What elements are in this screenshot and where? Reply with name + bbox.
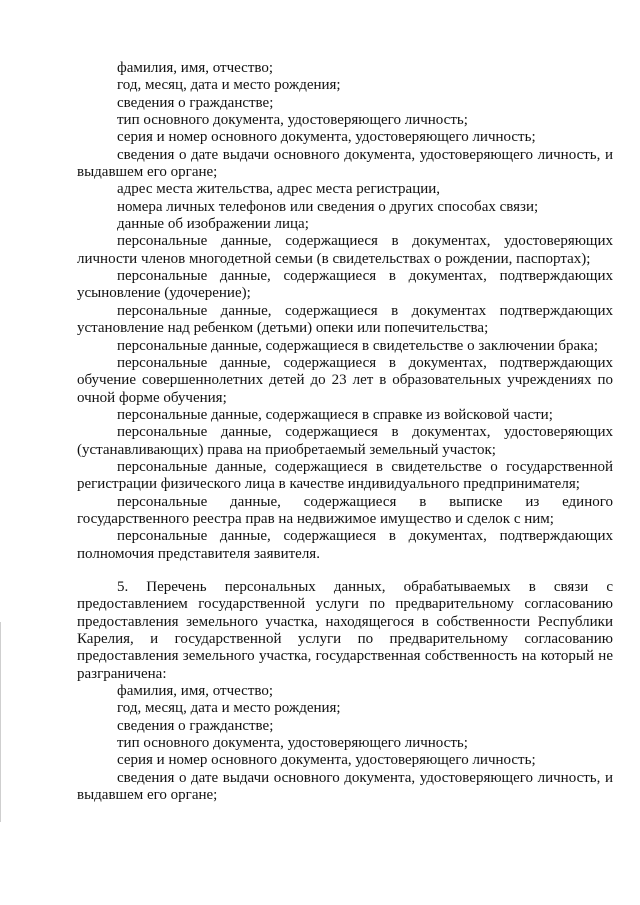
list-item: фамилия, имя, отчество; [117,60,274,76]
document-body [77,60,613,804]
list-item: персональные данные, содержащиеся в документах, подтверждающих усыновление (удочерение); [77,268,613,302]
list-item: сведения о дате выдачи основного документа, удостоверяющего личность, и выдавшем его органе; [77,146,613,181]
list-item: серия и номер основного документа, удостоверяющего личность; [117,129,536,146]
section-5-heading: 5. Перечень персональных данных, обрабатываемых в связи с предоставлением государственной услуги по предварительному согласованию предоставления земельного участка, находящегося в собственности Республики Карелия, и государственной услуги по предварительному согласованию предоставления земельного участка, государственная собственность на который не разграничена: [77,578,613,682]
list-item: данные об изображении лица; [117,216,309,233]
list-item: сведения о дате выдачи основного документа, удостоверяющего личность, и выдавшем его органе; [77,769,613,804]
list-item: год, месяц, дата и место рождения; [117,77,341,94]
list-item: номера личных телефонов или сведения о других способах связи; [117,198,539,215]
list-item: персональные данные, содержащиеся в документах, удостоверяющих личности членов многодетной семьи (в свидетельствах о рождении, паспортах); [77,233,613,267]
list-item: год, месяц, дата и место рождения; [117,700,341,717]
list-item: персональные данные, содержащиеся в документах, подтверждающих полномочия представителя заявителя. [77,528,613,562]
list-item: фамилия, имя, отчество; [117,683,274,700]
list-item: персональные данные, содержащиеся в справке из войсковой части; [117,406,553,423]
list-item: персональные данные, содержащиеся в документах, подтверждающих обучение совершеннолетних детей до 23 лет в образовательных учреждениях по очной форме обучения; [77,354,613,406]
list-item: адрес места жительства, адрес места регистрации, [117,181,441,198]
list-item: персональные данные, содержащиеся в свидетельстве о заключении брака; [117,337,599,354]
list-item: сведения о гражданстве; [117,94,274,111]
section-gap [77,563,613,579]
list-item: персональные данные, содержащиеся в свидетельстве о государственной регистрации физического лица в качестве индивидуального предпринимателя; [77,458,613,493]
list-item: персональные данные, содержащиеся в документах подтверждающих установление над ребенком (детьми) опеки или попечительства; [77,302,613,337]
list-item: тип основного документа, удостоверяющего личность; [117,735,468,752]
list-item: серия и номер основного документа, удостоверяющего личность; [117,752,536,769]
list-item: персональные данные, содержащиеся в документах, удостоверяющих (устанавливающих) права на приобретаемый земельный участок; [77,424,613,458]
scan-edge-mark [0,622,1,822]
list-item: тип основного документа, удостоверяющего личность; [117,112,468,129]
list-item: персональные данные, содержащиеся в выписке из единого государственного реестра прав на недвижимое имущество и сделок с ним; [77,493,613,527]
list-item: сведения о гражданстве; [117,717,274,734]
